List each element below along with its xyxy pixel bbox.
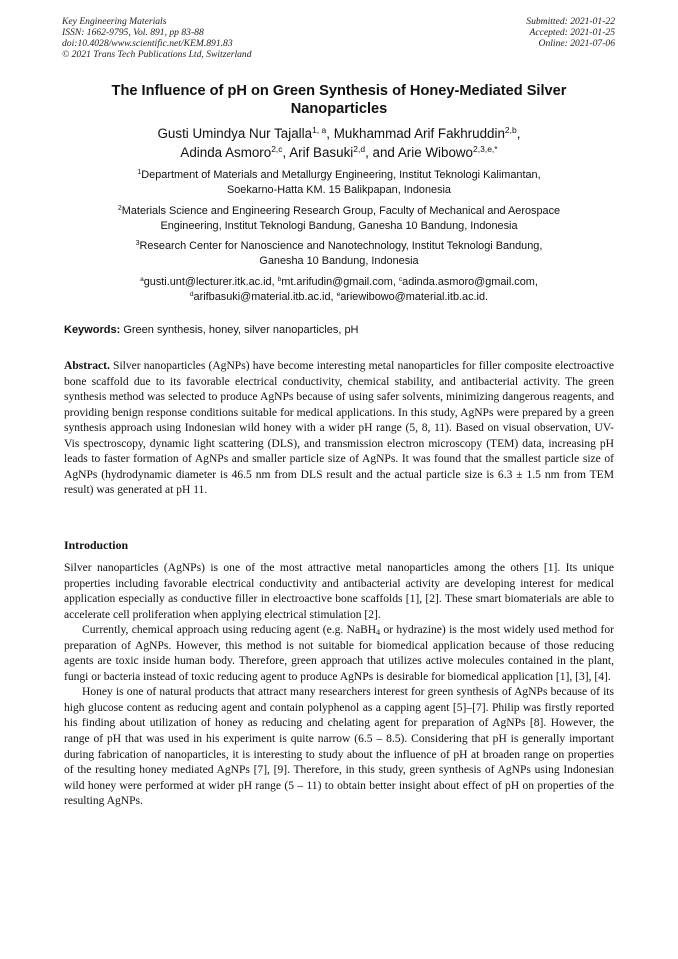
affiliation-2 <box>64 204 614 235</box>
abstract <box>64 359 614 499</box>
author-affiliation-marker: 2,b <box>504 125 517 135</box>
intro-paragraph-2 <box>64 623 614 685</box>
email-link[interactable]: ariewibowo@material.itb.ac.id. <box>340 291 489 304</box>
keywords-label: Keywords: <box>64 324 121 336</box>
affiliation-1 <box>64 168 614 199</box>
affiliation-number: 3 <box>135 240 140 247</box>
intro-paragraph-1: Silver nanoparticles (AgNPs) is one of the most attractive metal nanoparticles among the others [1]. Its unique properties including favorable electrical conductivity and antibacterial activity are developing interest for medical application especially as conductive filler in electroactive bone scaffolds [1], [2]. These smart biomaterials are able to accelerate cell proliferation when applying electrical stimulation [2]. <box>64 562 614 621</box>
affiliation-line: Department of Materials and Metallurgy Engineering, Institut Teknologi Kalimantan, <box>141 169 541 181</box>
author-name: Arif Basuki <box>289 145 354 160</box>
email-marker: b <box>277 276 282 283</box>
author-affiliation-marker: 2,3,e,* <box>473 144 498 154</box>
online-date: Online: 2021-07-06 <box>538 38 615 49</box>
keywords-line <box>64 323 614 337</box>
introduction-heading: Introduction <box>64 538 129 552</box>
author-name: Adinda Asmoro <box>180 145 272 160</box>
email-link[interactable]: mt.arifudin@gmail.com <box>281 276 393 288</box>
affiliation-line: Research Center for Nanoscience and Nanotechnology, Institut Teknologi Bandung, <box>139 240 543 252</box>
affiliation-3 <box>64 239 614 270</box>
affiliation-line: Soekarno-Hatta KM. 15 Balikpapan, Indonesia <box>226 184 451 197</box>
introduction-body <box>64 561 614 810</box>
email-marker: c <box>398 276 403 283</box>
abstract-text: Silver nanoparticles (AgNPs) have become interesting metal nanoparticles for filler composite electroactive bone scaffold due to its favorable electrical conductivity, chemical stability, and antibacterial activity. The green synthesis method was selected to produce AgNPs because of using safer solvents, minimizing dangerous reagents, and providing benign response conditions suitable for medical applications. In this study, AgNPs were prepared by a green synthesis approach using Indonesian wild honey with a wider pH range (5, 8, 11). Based on visual observation, UV-Vis spectroscopy, dynamic light scattering (DLS), and transmission electron microscopy (TEM) data, increasing pH leads to faster formation of AgNPs and smaller particle size of AgNPs. It was found that the smallest particle size of AgNPs (hydrodynamic diameter is 46.5 nm from DLS result and the actual particle size is 6.3 ± 1.5 nm from TEM result) was generated at pH 11. <box>64 360 615 497</box>
chemical-subscript: 4 <box>376 628 381 638</box>
email-link[interactable]: gusti.unt@lecturer.itk.ac.id <box>143 276 272 288</box>
email-marker: a <box>140 276 144 283</box>
author-affiliation-marker: 2,d <box>353 144 366 154</box>
journal-name: Key Engineering Materials <box>62 16 167 27</box>
accepted-date: Accepted: 2021-01-25 <box>529 27 615 38</box>
journal-header <box>62 16 252 60</box>
affiliation-number: 2 <box>117 205 122 212</box>
author-name: Gusti Umindya Nur Tajalla <box>157 126 313 141</box>
email-marker: e <box>336 291 341 299</box>
journal-doi[interactable]: doi:10.4028/www.scientific.net/KEM.891.83 <box>62 38 233 49</box>
abstract-label: Abstract. <box>64 360 110 372</box>
email-marker: d <box>189 291 194 299</box>
author-affiliation-marker: 1, a <box>312 125 327 135</box>
intro-paragraph-2-text: or hydrazine) is the most widely used method for preparation of AgNPs. However, this method is not suitable for biomedical application because of those reducing agents are toxic inside human body. Therefore, green approach that utilizes active molecules contained in the plant, fungi or bacteria instead of toxic reducing agent to produce AgNPs is desirable for biomedical application [1], [3], [4]. <box>64 624 614 683</box>
author-separator: , <box>326 126 334 141</box>
affiliation-line: Engineering, Institut Teknologi Bandung, Ganesha 10 Bandung, Indonesia <box>160 220 518 233</box>
title-line-2: Nanoparticles <box>290 100 388 117</box>
author-list <box>64 124 614 162</box>
intro-paragraph-3: Honey is one of natural products that attract many researchers interest for green synthesis of AgNPs because of its high glucose content as reducing agent and contain polyphenol as a capping agent [5]–[7]. Philip was firstly reported his finding about utilization of honey as reducing and chelating agent for preparation of AgNPs [8]. However, the range of pH that was used in his experiment is quite narrow (6.5 – 8.5). Considering that pH is generally important during fabrication of nanoparticles, it is interesting to study about the influence of pH at broaden range on properties of the resulting honey mediated AgNPs [7], [9]. Therefore, in this study, green synthesis of AgNPs using Indonesian wild honey were performed at wider pH range (5 – 11) to obtain better insight about effect of pH on properties of the resulting AgNPs. <box>64 686 614 808</box>
author-separator: , and <box>365 145 398 160</box>
email-link[interactable]: arifbasuki@material.itb.ac.id <box>193 291 331 304</box>
author-separator: , <box>282 145 290 160</box>
paper-title <box>70 83 608 118</box>
author-separator: , <box>516 126 521 141</box>
affiliation-line: Ganesha 10 Bandung, Indonesia <box>259 255 419 268</box>
author-name: Mukhammad Arif Fakhruddin <box>333 126 505 141</box>
author-affiliation-marker: 2,c <box>271 144 283 154</box>
title-line-1: The Influence of pH on Green Synthesis of Honey-Mediated Silver <box>111 83 567 99</box>
author-emails: $^a$gusti.unt@lecturer.itk.ac.id, $^b$mt.arifudin@gmail.com, $^c$adinda.asmoro@gmail.com, $^d$arifbasuki@material.itb.ac.id, $^e$ariewibowo@material.itb.ac.id. <box>140 276 538 304</box>
journal-copyright: © 2021 Trans Tech Publications Ltd, Switzerland <box>62 49 252 60</box>
submitted-date: Submitted: 2021-01-22 <box>526 16 615 27</box>
affiliation-line: Materials Science and Engineering Research Group, Faculty of Mechanical and Aerospace <box>121 205 561 217</box>
intro-paragraph-2-text: Currently, chemical approach using reducing agent (e.g. NaBH <box>82 624 377 637</box>
keywords-text: Green synthesis, honey, silver nanoparticles, pH <box>123 324 359 336</box>
author-name: Arie Wibowo <box>397 145 474 160</box>
affiliation-number: 1 <box>137 169 142 176</box>
journal-issn: ISSN: 1662-9795, Vol. 891, pp 83-88 <box>62 27 204 38</box>
dates-header <box>526 16 615 49</box>
email-link[interactable]: adinda.asmoro@gmail.com <box>402 276 535 288</box>
